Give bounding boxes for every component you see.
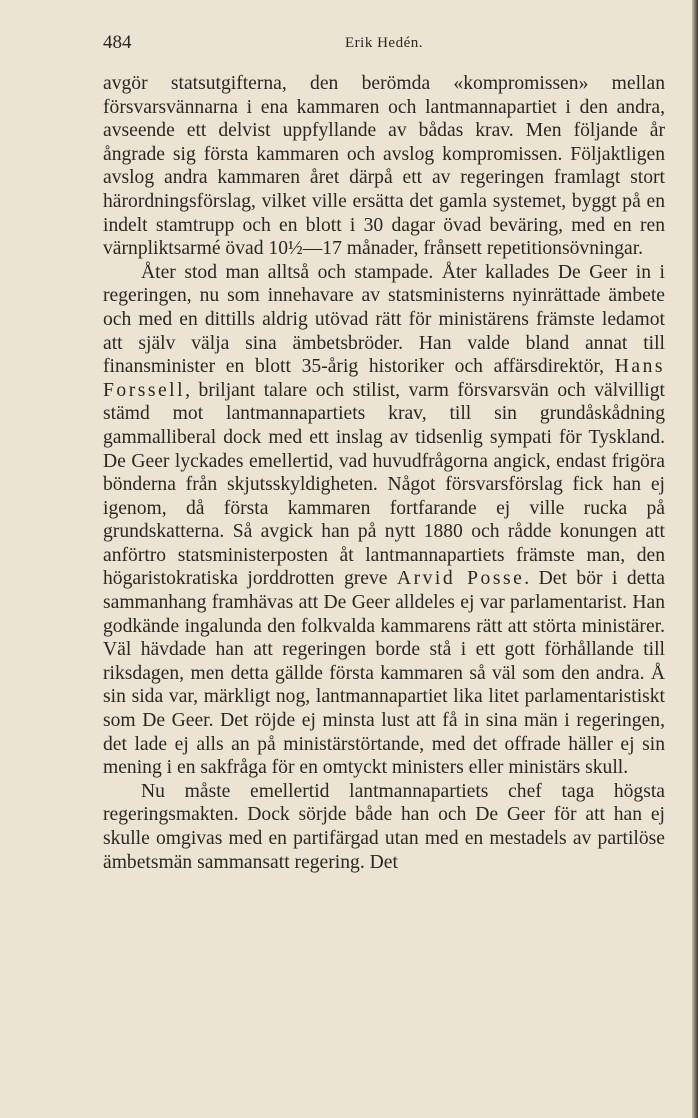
body-text [103,72,665,874]
page-number: 484 [103,32,132,53]
paragraph-2 [103,261,665,780]
person-name-arvid-posse: Arvid Posse [396,568,525,590]
paragraph-3 [103,780,665,874]
page-header [103,32,665,58]
text-run: avgör statsutgifterna, den berömda «kompromissen» mellan försvarsvännarna i ena kammaren och lantmannapartiet i den andra, avseende ett delvist uppfyllande av bådas krav. Men följande år ångrade sig första kammaren och avslog kompromissen. Följaktligen avslog andra kammaren året därpå ett av regeringen framlagt stort härordningsförslag, vilket ville ersätta det gamla systemet, byggt på en indelt stamtrupp och en blott i 30 dagar övad beväring, med en ren värnpliktsarmé övad 10½—17 månader, frånsett repetitionsövningar. [103,73,665,260]
running-head: Erik Hedén. [345,35,423,51]
page-edge-shadow [692,0,698,1118]
text-run: . Det bör i detta sammanhang framhävas att De Geer alldeles ej var parlamentarist. Han godkände ingalunda den folkvalda kammarens rätt att störta ministärer. Väl hävdade han att regeringen borde stå i ett gott förhållande till riksdagen, men detta gällde första kammaren så väl som den andra. Å sin sida var, märkligt nog, lantmannapartiet lika litet parlamentaristiskt som De Geer. Det röjde ej minsta lust att få in sina män i regeringen, det lade ej alls an på ministärstörtande, med det offrade häller ej sin mening i en sakfråga för en omtyckt ministers eller ministärs skull. [103,568,665,779]
person-name-hans-forssell: Hans Forssell [103,356,665,401]
text-run: , briljant talare och stilist, varm försvarsvän och välvilligt stämd mot lantmannapartiets krav, till sin grundåskådning gammalliberal dock med ett inslag av tidsenlig sympati för Tyskland. De Geer lyckades emellertid, vad huvudfrågorna angick, endast frigöra bönderna från skjutsskyldigheten. Något försvarsförslag fick han ej igenom, då första kammaren fortfarande ej ville rucka på grundskatterna. Så avgick han på nytt 1880 och rådde konungen att anförtro statsministerposten åt lantmannapartiets främste man, den högaristokratiska jorddrotten greve [103,379,665,590]
paragraph-1 [103,72,665,261]
text-run: Nu måste emellertid lantmannapartiets chef taga högsta regeringsmakten. Dock sörjde både han och De Geer för att han ej skulle omgivas med en partifärgad utan med en mestadels av partilöse ämbetsmän sammansatt regering. Det [103,780,665,873]
text-run: Åter stod man alltså och stampade. Åter kallades De Geer in i regeringen, nu som innehavare av statsministerns nyinrättade ämbete och med en dittills aldrig utövad rätt för ministärens främste ledamot att själv välja sina ämbetsbröder. Han valde bland annat till finansminister en blott 35-årig historiker och affärsdirektör, [103,261,665,378]
